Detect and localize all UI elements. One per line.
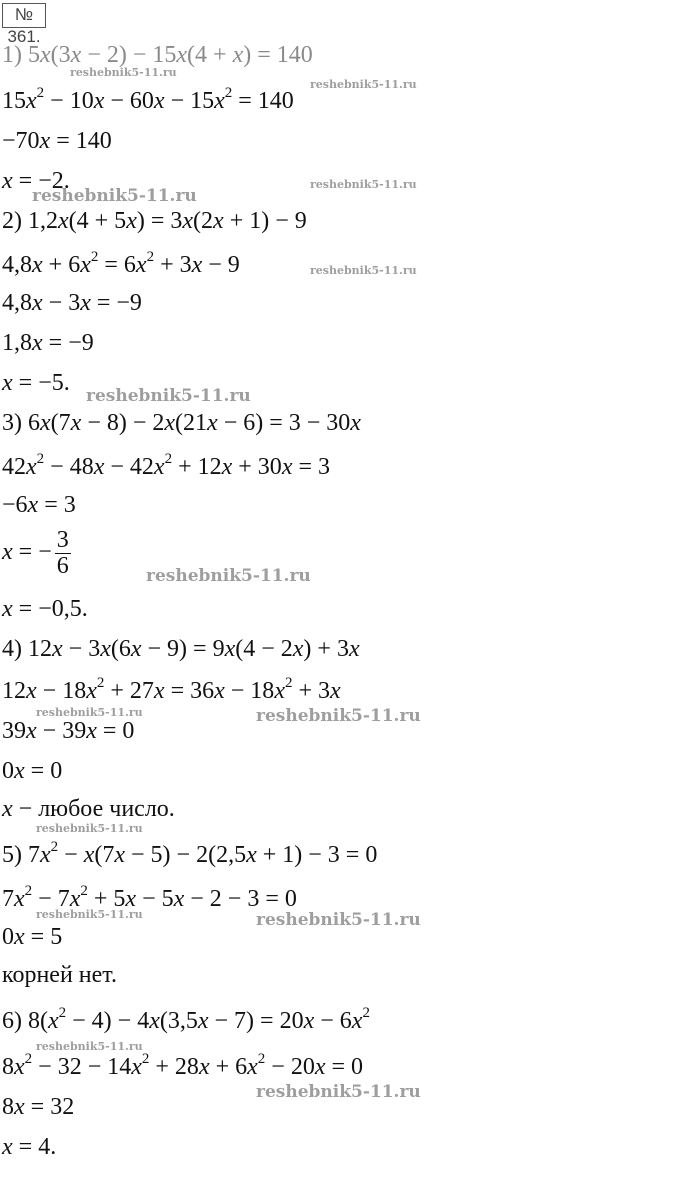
task-4-equation: 4) 12x − 3x(6x − 9) = 9x(4 − 2x) + 3x xyxy=(2,636,360,662)
task-6-answer: x = 4. xyxy=(2,1134,57,1160)
watermark-logo: reshebnik5-11.ru xyxy=(146,566,311,586)
task-3-step-1: $42x^2 - 48x - 42x^2 + 12x + 30x = 3$ xyxy=(2,451,331,480)
task-5-equation: 5) $7x^2 - x(7x - 5) - 2(2,5x + 1) - 3 = 0$ xyxy=(2,839,378,868)
watermark-logo: reshebnik5-11.ru xyxy=(310,178,417,191)
watermark-logo: reshebnik5-11.ru xyxy=(256,706,421,726)
task-4-step-3: 0x = 0 xyxy=(2,758,63,784)
watermark-logo: reshebnik5-11.ru xyxy=(256,1082,421,1102)
task-1-step-1: $15x^2 - 10x - 60x - 15x^2 = 140$ xyxy=(2,85,294,114)
task-4-answer: x − любое число. xyxy=(2,796,175,822)
task-6-step-2: 8x = 32 xyxy=(2,1094,75,1120)
task-2-step-1: $4,8x + 6x^2 = 6x^2 + 3x - 9$ xyxy=(2,249,240,278)
task-6-step-1: $8x^2 - 32 - 14x^2 + 28x + 6x^2 - 20x = 0$ xyxy=(2,1051,364,1080)
watermark-logo: reshebnik5-11.ru xyxy=(36,822,143,835)
task-3-step-2: −6x = 3 xyxy=(2,492,76,518)
watermark-logo: reshebnik5-11.ru xyxy=(36,706,143,719)
task-1-equation: 1) 5x(3x − 2) − 15x(4 + x) = 140 xyxy=(2,42,313,68)
task-1-step-2: −70x = 140 xyxy=(2,128,112,154)
watermark-logo: reshebnik5-11.ru xyxy=(310,264,417,277)
task-2-equation: 2) 1,2x(4 + 5x) = 3x(2x + 1) − 9 xyxy=(2,208,307,234)
watermark-logo: reshebnik5-11.ru xyxy=(256,910,421,930)
watermark-logo: reshebnik5-11.ru xyxy=(86,386,251,406)
fraction-denominator: 6 xyxy=(56,553,69,579)
task-1-answer: x = −2. xyxy=(2,168,70,194)
fraction-numerator: 3 xyxy=(56,527,69,553)
task-2-answer: x = −5. xyxy=(2,370,70,396)
task-3-equation: 3) 6x(7x − 8) − 2x(21x − 6) = 3 − 30x xyxy=(2,410,361,436)
fraction-lhs: x = − xyxy=(2,539,52,566)
problem-number-badge: № 361. xyxy=(2,3,46,28)
watermark-logo: reshebnik5-11.ru xyxy=(310,78,417,91)
task-5-step-1: $7x^2 - 7x^2 + 5x - 5x - 2 - 3 = 0$ xyxy=(2,883,297,912)
task-2-step-3: 1,8x = −9 xyxy=(2,330,94,356)
task-5-step-2: 0x = 5 xyxy=(2,924,63,950)
task-3-step-3 xyxy=(2,528,71,579)
watermark-logo: reshebnik5-11.ru xyxy=(70,66,177,79)
task-5-answer: корней нет. xyxy=(2,962,117,988)
task-3-answer: x = −0,5. xyxy=(2,596,88,622)
task-4-step-1: $12x - 18x^2 + 27x = 36x - 18x^2 + 3x$ xyxy=(2,675,341,704)
watermark-logo: reshebnik5-11.ru xyxy=(36,1040,143,1053)
fraction xyxy=(55,528,71,579)
task-4-step-2: 39x − 39x = 0 xyxy=(2,718,135,744)
watermark-logo: reshebnik5-11.ru xyxy=(36,908,143,921)
task-2-step-2: 4,8x − 3x = −9 xyxy=(2,290,142,316)
watermark-logo: reshebnik5-11.ru xyxy=(32,186,197,206)
task-6-equation: 6) $8(x^2 - 4) - 4x(3,5x - 7) = 20x - 6x^2$ xyxy=(2,1005,370,1034)
